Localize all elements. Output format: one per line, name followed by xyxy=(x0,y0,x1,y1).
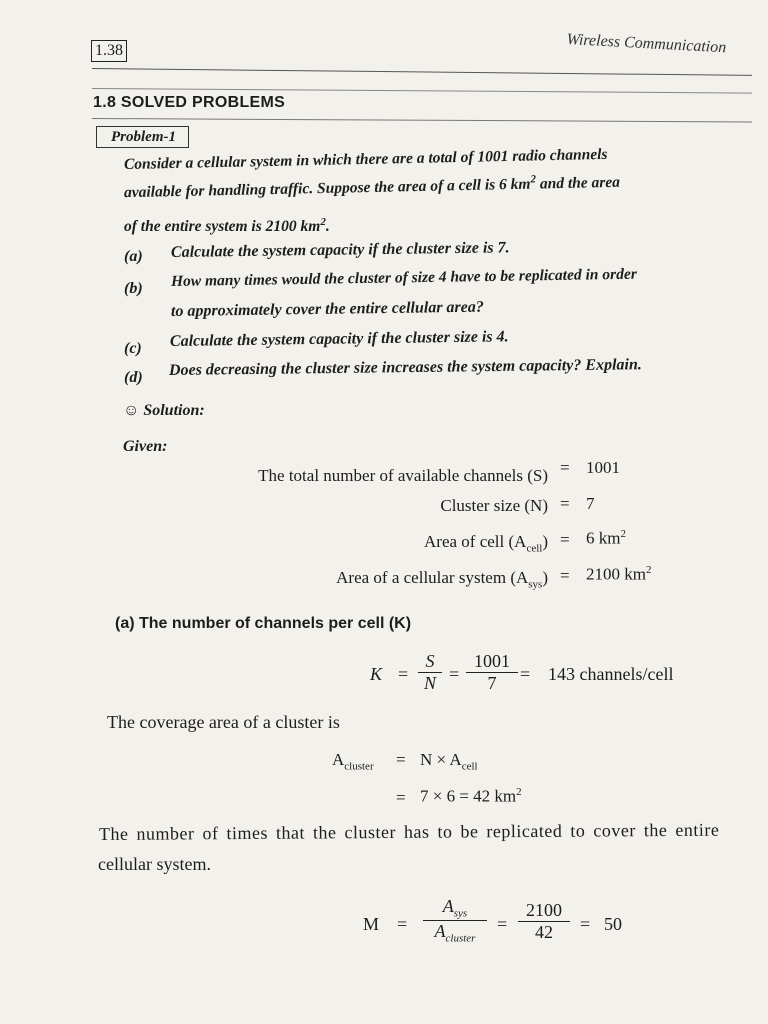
m-eq-3: = xyxy=(580,914,591,934)
cluster-lhs-sub: cluster xyxy=(344,760,374,773)
given-row-2-label: Cluster size (N) xyxy=(440,496,548,515)
m-num-sym: A xyxy=(442,896,454,916)
cluster-rhs-1-sub: cell xyxy=(461,760,478,773)
k-frac-den-val: 7 xyxy=(487,673,497,693)
problem-label: Problem-1 xyxy=(96,126,189,148)
m-num-sub: sys xyxy=(453,907,468,920)
header-rule-2 xyxy=(92,88,752,94)
k-frac-num: S xyxy=(418,651,442,673)
header-rule xyxy=(92,68,752,76)
part-a-text: Calculate the system capacity if the cluster size is 7. xyxy=(170,239,510,261)
given-row-2-eq: = xyxy=(560,494,570,513)
given-row-3-label xyxy=(424,532,548,554)
part-d-text: Does decreasing the cluster size increases the system capacity? Explain. xyxy=(168,356,642,379)
m-den-sym: A xyxy=(434,920,446,941)
solution-label: ☺ Solution: xyxy=(123,402,205,419)
cluster-lhs-a: A xyxy=(332,750,345,769)
area-sys-label: Area of a cellular system (A xyxy=(336,568,529,587)
intro-line-2a: available for handling traffic. Suppose the area of a cell is 6 km xyxy=(123,175,531,202)
sup-km2-b: 2 xyxy=(645,564,652,576)
m-frac-num xyxy=(423,896,487,921)
given-row-4-value xyxy=(586,564,651,585)
cluster-rhs-1 xyxy=(420,750,478,772)
sup-2: 2 xyxy=(530,173,537,186)
sup-2b: 2 xyxy=(320,216,326,228)
sup-km2-a: 2 xyxy=(620,528,626,540)
cluster-lhs xyxy=(332,750,374,772)
m-fraction-numeric xyxy=(518,900,570,943)
k-result: 143 channels/cell xyxy=(548,664,674,684)
given-row-3-value xyxy=(586,528,626,549)
cluster-eq-1: = xyxy=(396,750,406,769)
area-sys-close: ) xyxy=(542,568,548,587)
k-lhs: K xyxy=(370,664,383,684)
section-title: 1.8 SOLVED PROBLEMS xyxy=(93,94,286,111)
running-title: Wireless Communication xyxy=(566,31,727,57)
given-row-3-eq: = xyxy=(560,530,570,549)
m-result: 50 xyxy=(604,914,622,934)
given-row-1-value: 1001 xyxy=(586,458,620,477)
area-sys-sub: sys xyxy=(528,578,543,591)
part-a-label: (a) xyxy=(124,248,143,265)
m-frac-den xyxy=(423,921,487,945)
cluster-rhs-2 xyxy=(420,786,522,807)
area-cell-value: 6 km xyxy=(586,528,621,548)
m-frac-den-val: 42 xyxy=(535,922,553,942)
part-b-text: How many times would the cluster of size 4 have to be replicated in order xyxy=(170,265,637,290)
area-cell-label: Area of cell (A xyxy=(424,532,527,551)
page-number: 1.38 xyxy=(91,40,127,62)
area-cell-sub: cell xyxy=(526,542,543,555)
problem-intro-line-1: Consider a cellular system in which there are a total of 1001 radio channels xyxy=(123,145,608,173)
replicate-line-1: The number of times that the cluster has to be replicated to cover the entire xyxy=(98,819,720,844)
part-d-label: (d) xyxy=(124,369,143,386)
cluster-rhs-2-text: 7 × 6 = 42 km xyxy=(420,786,517,806)
cluster-rhs-1-text: N × A xyxy=(420,750,462,769)
problem-intro-line-2 xyxy=(124,172,620,203)
given-label: Given: xyxy=(123,438,168,455)
k-eq-3: = xyxy=(520,664,531,684)
section-rule xyxy=(92,118,752,122)
part-c-label: (c) xyxy=(124,340,142,357)
cluster-eq-2: = xyxy=(396,788,406,807)
given-row-1-eq: = xyxy=(560,458,570,477)
replicate-line-2: cellular system. xyxy=(98,854,211,874)
given-row-4-eq: = xyxy=(560,566,570,585)
given-row-2-value: 7 xyxy=(586,494,595,513)
intro-line-2b: and the area xyxy=(535,173,621,193)
coverage-text: The coverage area of a cluster is xyxy=(107,712,340,732)
k-eq-1: = xyxy=(398,664,409,684)
k-frac-den: N xyxy=(423,673,436,693)
k-fraction-numeric xyxy=(466,651,518,694)
m-den-sub: cluster xyxy=(445,932,476,945)
m-fraction-symbolic xyxy=(423,896,487,944)
m-eq-2: = xyxy=(497,914,508,934)
k-frac-num-val: 1001 xyxy=(466,651,518,673)
m-lhs: M xyxy=(363,914,380,934)
m-frac-num-val: 2100 xyxy=(518,900,570,922)
part-c-text: Calculate the system capacity if the cluster size is 4. xyxy=(169,328,509,350)
sup-km2-c: 2 xyxy=(516,786,522,798)
intro-line-3: of the entire system is 2100 km xyxy=(124,218,321,236)
part-a-heading: (a) The number of channels per cell (K) xyxy=(115,615,412,632)
problem-intro-line-3: of the entire system is 2100 $km^2$. xyxy=(124,216,330,236)
given-row-4-label xyxy=(336,568,548,590)
given-row-1-label: The total number of available channels (S) xyxy=(258,466,548,485)
k-fraction-symbolic xyxy=(418,651,442,694)
k-eq-2: = xyxy=(449,664,460,684)
area-sys-value: 2100 km xyxy=(586,564,646,584)
m-eq-1: = xyxy=(397,914,408,934)
part-b-label: (b) xyxy=(124,280,143,297)
area-cell-close: ) xyxy=(542,532,548,551)
part-b-text-2: to approximately cover the entire cellular area? xyxy=(170,298,484,320)
